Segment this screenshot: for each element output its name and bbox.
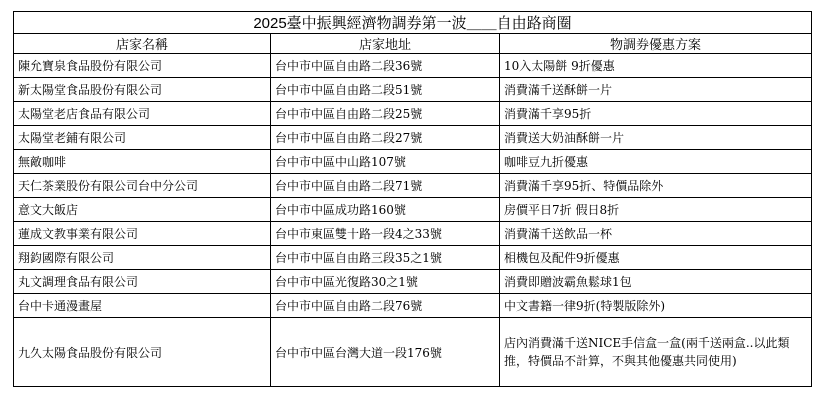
offer-cell: 消費滿千享95折、特價品除外 <box>500 174 812 198</box>
offer-cell: 消費滿千享95折 <box>500 102 812 126</box>
store-address-cell: 台中市中區自由路二段51號 <box>271 78 500 102</box>
offer-cell: 咖啡豆九折優惠 <box>500 150 812 174</box>
table-row <box>14 318 812 387</box>
offer-cell: 中文書籍一律9折(特製版除外) <box>500 294 812 318</box>
table-row <box>14 54 812 78</box>
header-row <box>14 34 812 54</box>
table-row <box>14 102 812 126</box>
offer-cell: 相機包及配件9折優惠 <box>500 246 812 270</box>
offer-cell: 房價平日7折 假日8折 <box>500 198 812 222</box>
offer-cell: 店內消費滿千送NICE手信盒一盒(兩千送兩盒..以此類推，特價品不計算，不與其他優惠共同使用) <box>500 318 812 387</box>
store-name-cell: 台中卡通漫畫屋 <box>14 294 271 318</box>
store-address-cell: 台中市中區自由路二段71號 <box>271 174 500 198</box>
store-address-cell: 台中市中區成功路160號 <box>271 198 500 222</box>
table-row <box>14 222 812 246</box>
store-address-cell: 台中市中區光復路30之1號 <box>271 270 500 294</box>
offer-cell: 10入太陽餅 9折優惠 <box>500 54 812 78</box>
table-row <box>14 174 812 198</box>
table-row <box>14 198 812 222</box>
table-row <box>14 270 812 294</box>
store-address-cell: 台中市東區雙十路一段4之33號 <box>271 222 500 246</box>
store-address-cell: 台中市中區自由路二段27號 <box>271 126 500 150</box>
store-name-cell: 蓮成文教事業有限公司 <box>14 222 271 246</box>
column-header-store-name: 店家名稱 <box>14 34 271 54</box>
column-header-offer: 物調券優惠方案 <box>500 34 812 54</box>
table-row <box>14 150 812 174</box>
store-name-cell: 無敵咖啡 <box>14 150 271 174</box>
table-row <box>14 246 812 270</box>
store-name-cell: 新太陽堂食品股份有限公司 <box>14 78 271 102</box>
table-row <box>14 78 812 102</box>
store-name-cell: 丸文調理食品有限公司 <box>14 270 271 294</box>
table-title: 2025臺中振興經濟物調券第一波＿＿自由路商圈 <box>14 12 812 34</box>
store-address-cell: 台中市中區自由路二段76號 <box>271 294 500 318</box>
store-name-cell: 太陽堂老店食品有限公司 <box>14 102 271 126</box>
table-row <box>14 294 812 318</box>
store-address-cell: 台中市中區自由路二段25號 <box>271 102 500 126</box>
store-address-cell: 台中市中區自由路三段35之1號 <box>271 246 500 270</box>
store-address-cell: 台中市中區中山路107號 <box>271 150 500 174</box>
store-name-cell: 翔鈞國際有限公司 <box>14 246 271 270</box>
store-name-cell: 意文大飯店 <box>14 198 271 222</box>
voucher-merchant-table <box>13 11 812 387</box>
title-row <box>14 12 812 34</box>
offer-cell: 消費送大奶油酥餅一片 <box>500 126 812 150</box>
store-name-cell: 陳允寶泉食品股份有限公司 <box>14 54 271 78</box>
offer-cell: 消費滿千送酥餅一片 <box>500 78 812 102</box>
store-name-cell: 天仁茶業股份有限公司台中分公司 <box>14 174 271 198</box>
store-address-cell: 台中市中區台灣大道一段176號 <box>271 318 500 387</box>
offer-cell: 消費即贈波霸魚鬆球1包 <box>500 270 812 294</box>
store-name-cell: 太陽堂老鋪有限公司 <box>14 126 271 150</box>
column-header-store-address: 店家地址 <box>271 34 500 54</box>
store-address-cell: 台中市中區自由路二段36號 <box>271 54 500 78</box>
table-row <box>14 126 812 150</box>
store-name-cell: 九久太陽食品股份有限公司 <box>14 318 271 387</box>
offer-cell: 消費滿千送飲品一杯 <box>500 222 812 246</box>
